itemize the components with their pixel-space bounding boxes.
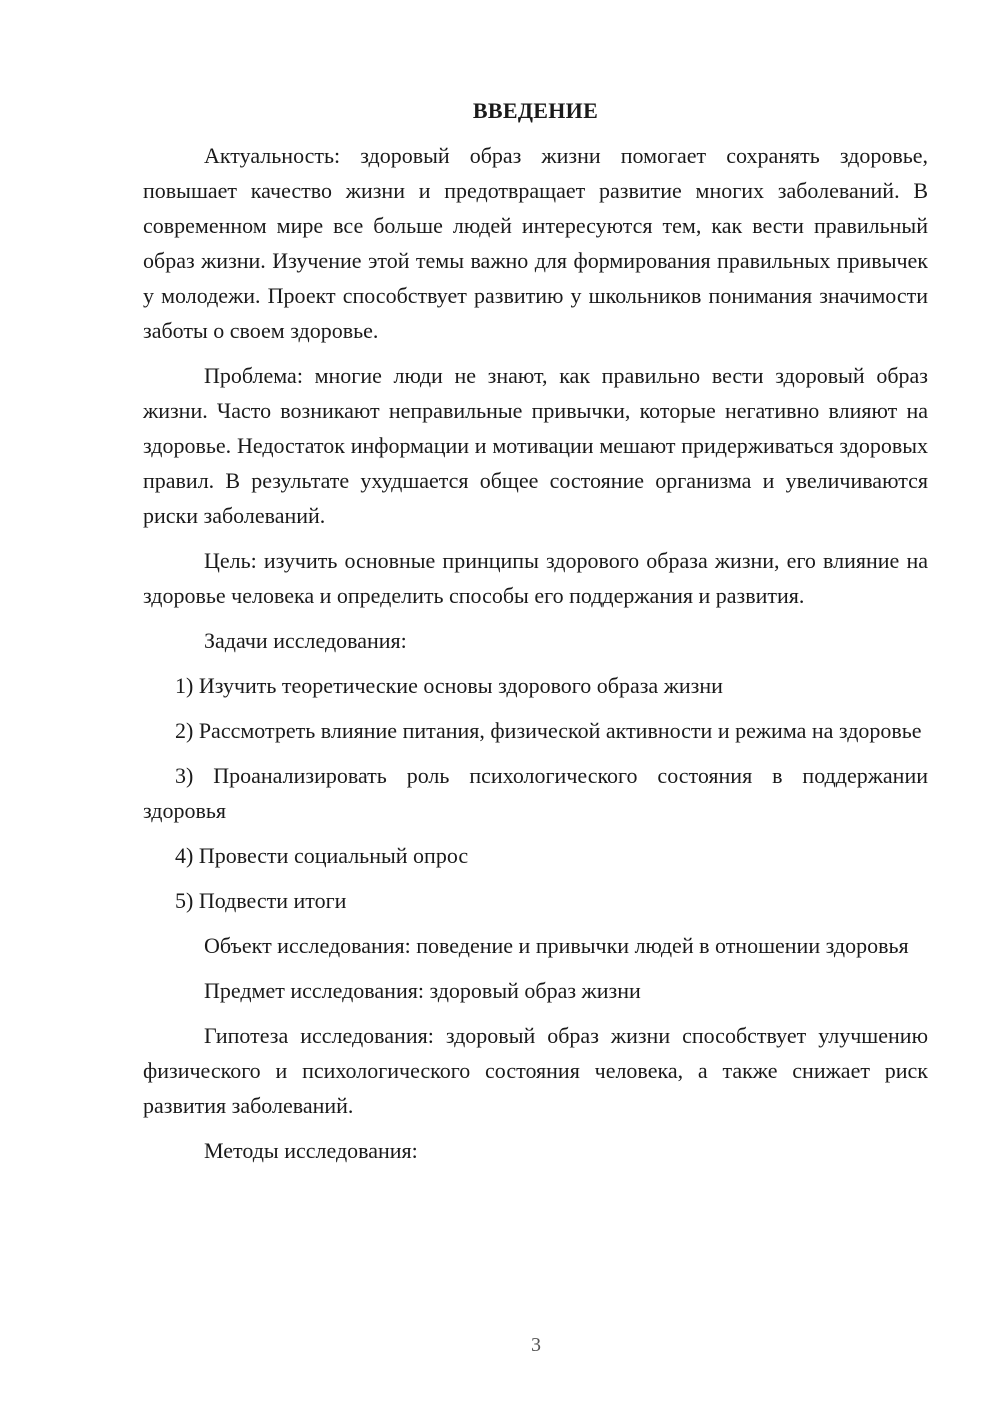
relevance-paragraph: Актуальность: здоровый образ жизни помогает сохранять здоровье, повышает качество жизни и предотвращает развитие многих заболеваний. В современном мире все больше людей интересуются тем, как вести правильный образ жизни. Изучение этой темы важно для формирования правильных привычек у молодежи. Проект способствует развитию у школьников понимания значимости заботы о своем здоровье. [143, 143, 928, 343]
task-item: 2) Рассмотреть влияние питания, физической активности и режима на здоровье [175, 718, 922, 743]
methods-paragraph: Методы исследования: [204, 1138, 418, 1163]
hypothesis-paragraph: Гипотеза исследования: здоровый образ жизни способствует улучшению физического и психологического состояния человека, а также снижает риск развития заболеваний. [143, 1023, 928, 1118]
task-item: 1) Изучить теоретические основы здорового образа жизни [175, 673, 723, 698]
object-paragraph: Объект исследования: поведение и привычки людей в отношении здоровья [204, 933, 909, 958]
task-item: 5) Подвести итоги [175, 888, 347, 913]
page-number: 3 [531, 1334, 541, 1356]
subject-paragraph: Предмет исследования: здоровый образ жизни [204, 978, 641, 1003]
page-title: ВВЕДЕНИЕ [472, 98, 599, 123]
task-item: 3) Проанализировать роль психологического состояния в поддержании здоровья [143, 763, 928, 823]
page-content [143, 96, 928, 1178]
tasks-heading: Задачи исследования: [204, 628, 407, 653]
problem-paragraph: Проблема: многие люди не знают, как правильно вести здоровый образ жизни. Часто возникают неправильные привычки, которые негативно влияют на здоровье. Недостаток информации и мотивации мешают придерживаться здоровых правил. В результате ухудшается общее состояние организма и увеличиваются риски заболеваний. [143, 363, 928, 528]
goal-paragraph: Цель: изучить основные принципы здорового образа жизни, его влияние на здоровье человека и определить способы его поддержания и развития. [143, 548, 928, 608]
task-item: 4) Провести социальный опрос [175, 843, 469, 868]
